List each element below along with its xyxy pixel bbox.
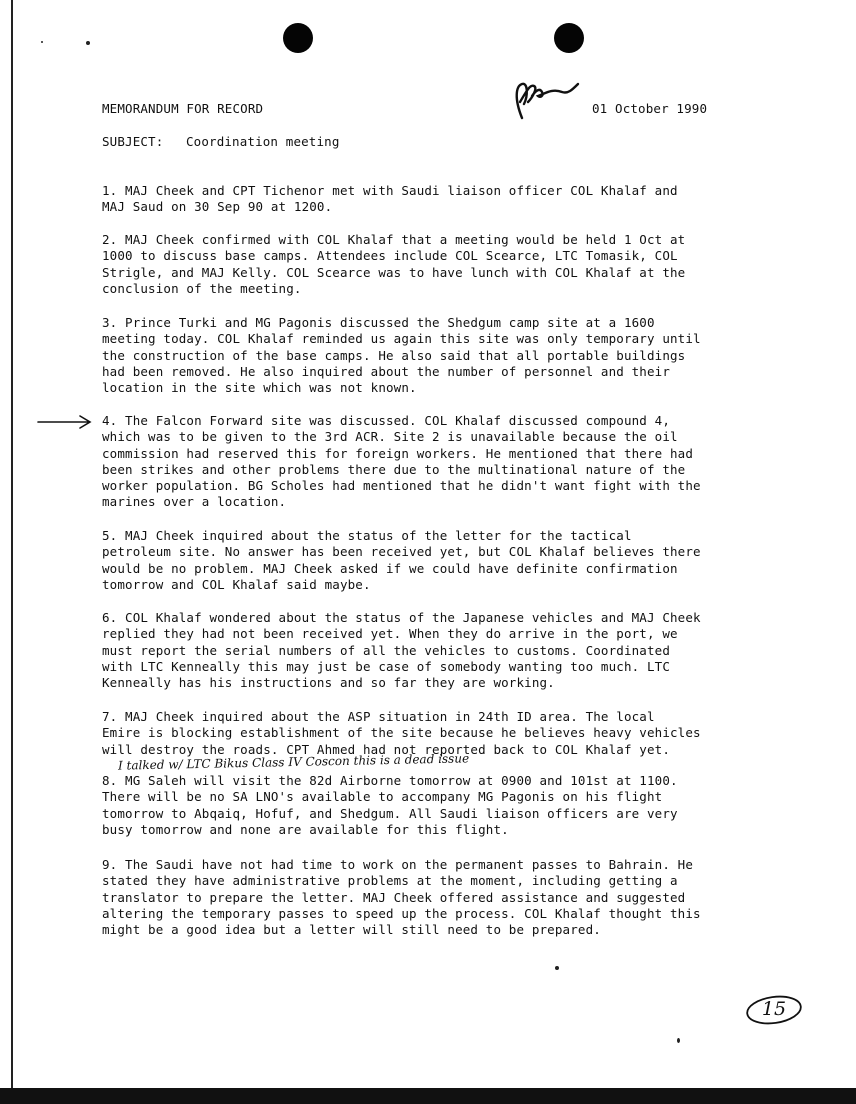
initials-signature bbox=[506, 78, 584, 126]
paragraph-4: 4. The Falcon Forward site was discussed. COL Khalaf discussed compound 4, which was to be given to the 3rd ACR. Site 2 is unavailable because the oil commission had reserved this for foreign workers. He mentioned that there had been strikes and other problems there due to the multinational nature of the worker population. BG Scholes had mentioned that he didn't want fight with the marines over a location. bbox=[102, 413, 701, 510]
subject-text: Coordination meeting bbox=[186, 134, 340, 149]
paragraph-7: 7. MAJ Cheek inquired about the ASP situation in 24th ID area. The local Emire is blocking establishment of the site because he believes heavy vehicles will destroy the roads. CPT Ahmed had not reported back to COL Khalaf yet. bbox=[102, 709, 701, 757]
paragraph-3: 3. Prince Turki and MG Pagonis discussed the Shedgum camp site at a 1600 meeting today. COL Khalaf reminded us again this site was only temporary until the construction of the base camps. He also said that all portable buildings had been removed. He also inquired about the number of personnel and their location in the site which was not known. bbox=[102, 315, 701, 396]
paragraph-8: 8. MG Saleh will visit the 82d Airborne tomorrow at 0900 and 101st at 1100. There will be no SA LNO's available to accompany MG Pagonis on his flight tomorrow to Abqaiq, Hofuf, and Shedgum. All Saudi liaison officers are very busy tomorrow and none are available for this flight. bbox=[102, 773, 678, 837]
memo-title: MEMORANDUM FOR RECORD bbox=[102, 101, 264, 116]
paragraph-1: 1. MAJ Cheek and CPT Tichenor met with Saudi liaison officer COL Khalaf and MAJ Saud on 30 Sep 90 at 1200. bbox=[102, 183, 678, 215]
left-edge-rule bbox=[11, 0, 13, 1088]
punch-hole-right bbox=[554, 23, 584, 53]
speck bbox=[555, 966, 559, 970]
paragraph-6: 6. COL Khalaf wondered about the status of the Japanese vehicles and MAJ Cheek replied they had not been received yet. When they do arrive in the port, we must report the serial numbers of all the vehicles to customs. Coordinated with LTC Kenneally this may just be case of somebody wanting too much. LTC Kenneally has his instructions and so far they are working. bbox=[102, 610, 701, 691]
margin-arrow-icon bbox=[36, 414, 94, 430]
page-number: 15 bbox=[761, 998, 787, 1020]
paragraph-5: 5. MAJ Cheek inquired about the status of the letter for the tactical petroleum site. No answer has been received yet, but COL Khalaf believes there would be no problem. MAJ Cheek asked if we could have definite confirmation tomorrow and COL Khalaf said maybe. bbox=[102, 528, 701, 592]
speck bbox=[677, 1038, 680, 1043]
punch-hole-left bbox=[283, 23, 313, 53]
speck bbox=[41, 41, 43, 43]
paragraph-2: 2. MAJ Cheek confirmed with COL Khalaf that a meeting would be held 1 Oct at 1000 to discuss base camps. Attendees include COL Scearce, LTC Tomasik, COL Strigle, and MAJ Kelly. COL Scearce was to have lunch with COL Khalaf at the conclusion of the meeting. bbox=[102, 232, 686, 296]
speck bbox=[86, 41, 90, 45]
subject-label: SUBJECT: bbox=[102, 134, 164, 149]
memo-date: 01 October 1990 bbox=[592, 101, 708, 116]
bottom-scan-border bbox=[0, 1088, 856, 1104]
paragraph-9: 9. The Saudi have not had time to work on the permanent passes to Bahrain. He stated they have administrative problems at the moment, including getting a translator to prepare the letter. MAJ Cheek offered assistance and suggested altering the temporary passes to speed up the process. COL Khalaf thought this might be a good idea but a letter will still need to be prepared. bbox=[102, 857, 701, 938]
handwritten-annotation: I talked w/ LTC Bikus Class IV Coscon this is a dead issue bbox=[117, 751, 470, 773]
